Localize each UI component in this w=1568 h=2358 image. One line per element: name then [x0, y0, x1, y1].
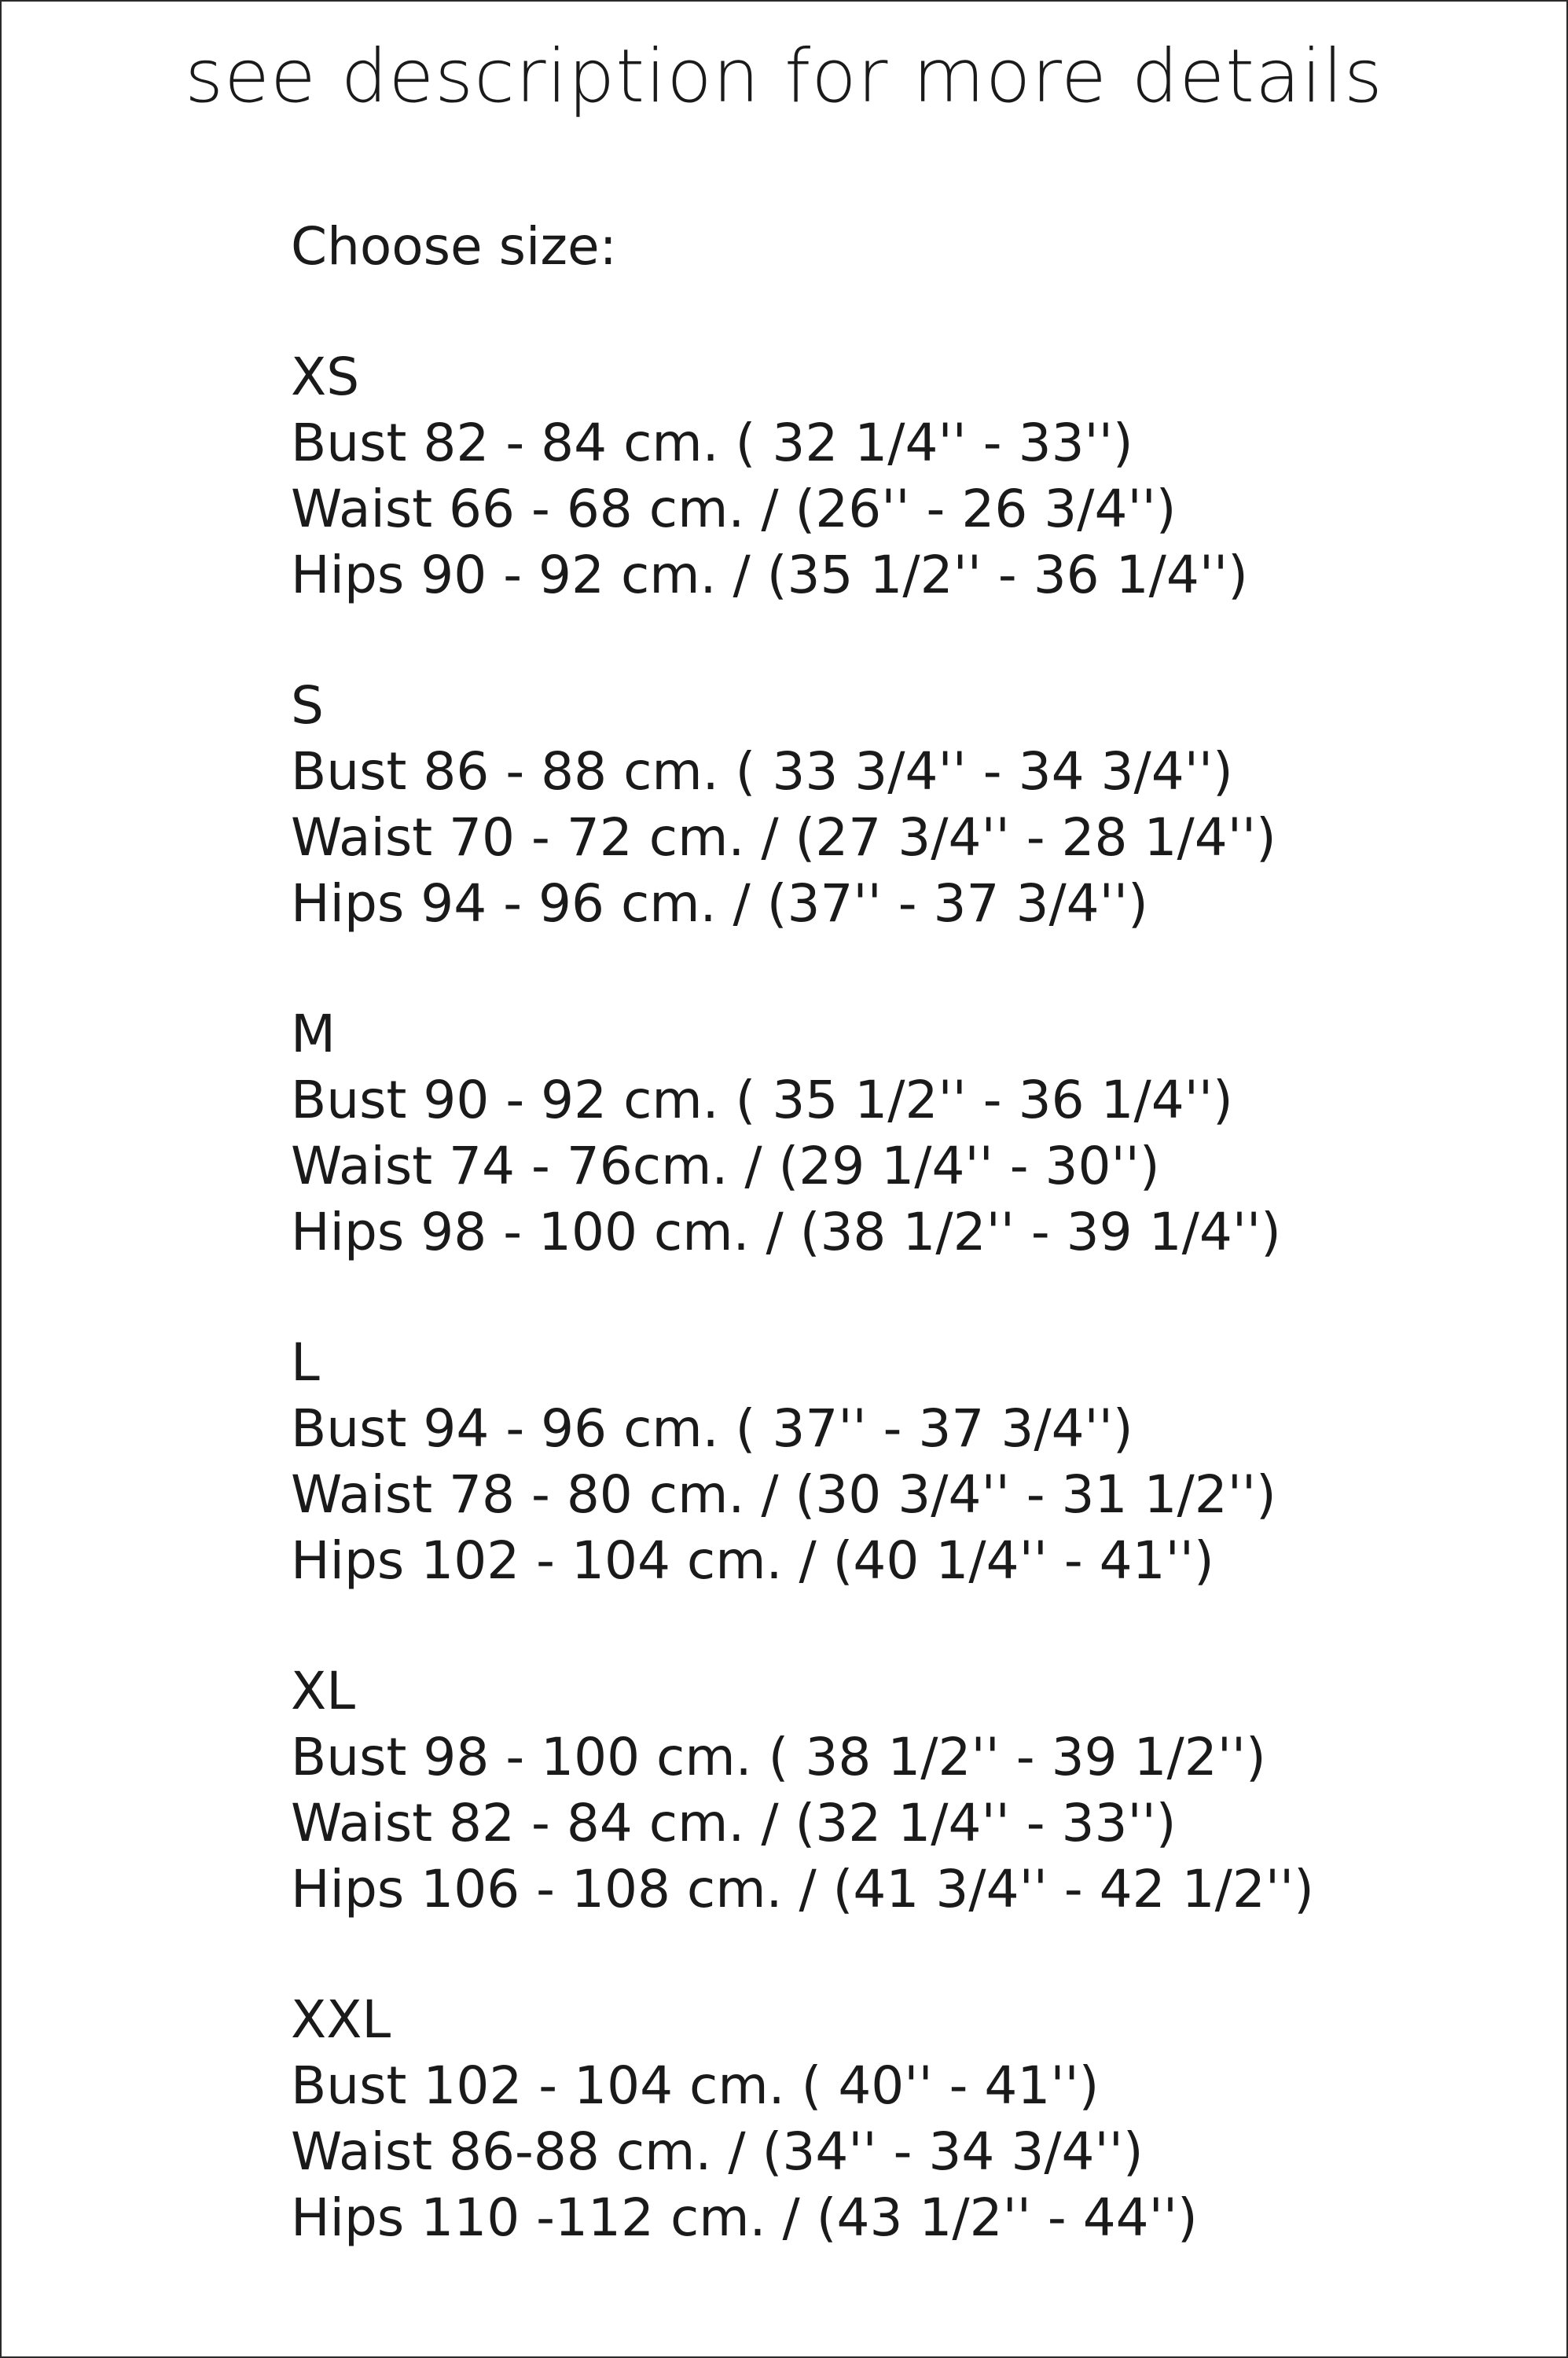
size-block-xxl — [291, 1987, 1517, 2251]
size-block-s — [291, 673, 1517, 937]
waist-measurement: Waist 82 - 84 cm. / (32 1/4'' - 33'') — [291, 1793, 1177, 1853]
size-label: XS — [291, 347, 360, 407]
bust-measurement: Bust 102 - 104 cm. ( 40'' - 41'') — [291, 2055, 1100, 2116]
size-block-xs — [291, 344, 1517, 608]
hips-measurement: Hips 94 - 96 cm. / (37'' - 37 3/4'') — [291, 873, 1148, 934]
size-label: XXL — [291, 1989, 391, 2050]
hips-measurement: Hips 90 - 92 cm. / (35 1/2'' - 36 1/4'') — [291, 545, 1248, 605]
waist-measurement: Waist 70 - 72 cm. / (27 3/4'' - 28 1/4'') — [291, 807, 1276, 868]
hips-measurement: Hips 102 - 104 cm. / (40 1/4'' - 41'') — [291, 1530, 1214, 1591]
size-block-l — [291, 1330, 1517, 1594]
size-label: XL — [291, 1661, 355, 1721]
bust-measurement: Bust 94 - 96 cm. ( 37'' - 37 3/4'') — [291, 1398, 1133, 1459]
bust-measurement: Bust 82 - 84 cm. ( 32 1/4'' - 33'') — [291, 413, 1133, 473]
size-label: S — [291, 675, 324, 736]
waist-measurement: Waist 74 - 76cm. / (29 1/4'' - 30'') — [291, 1136, 1160, 1196]
bust-measurement: Bust 98 - 100 cm. ( 38 1/2'' - 39 1/2'') — [291, 1727, 1266, 1787]
hips-measurement: Hips 110 -112 cm. / (43 1/2'' - 44'') — [291, 2187, 1198, 2248]
size-label: L — [291, 1332, 320, 1393]
headline: see description for more details — [185, 34, 1383, 119]
bust-measurement: Bust 86 - 88 cm. ( 33 3/4'' - 34 3/4'') — [291, 741, 1233, 802]
waist-measurement: Waist 66 - 68 cm. / (26'' - 26 3/4'') — [291, 479, 1177, 539]
size-block-m — [291, 1001, 1517, 1265]
waist-measurement: Waist 86-88 cm. / (34'' - 34 3/4'') — [291, 2121, 1144, 2182]
size-label: M — [291, 1004, 336, 1064]
bust-measurement: Bust 90 - 92 cm. ( 35 1/2'' - 36 1/4'') — [291, 1070, 1233, 1130]
choose-size-label: Choose size: — [291, 216, 617, 277]
size-chart — [291, 214, 1517, 2251]
waist-measurement: Waist 78 - 80 cm. / (30 3/4'' - 31 1/2'') — [291, 1464, 1276, 1525]
size-block-xl — [291, 1658, 1517, 1923]
hips-measurement: Hips 106 - 108 cm. / (41 3/4'' - 42 1/2'') — [291, 1859, 1314, 1919]
hips-measurement: Hips 98 - 100 cm. / (38 1/2'' - 39 1/4'') — [291, 1202, 1281, 1262]
